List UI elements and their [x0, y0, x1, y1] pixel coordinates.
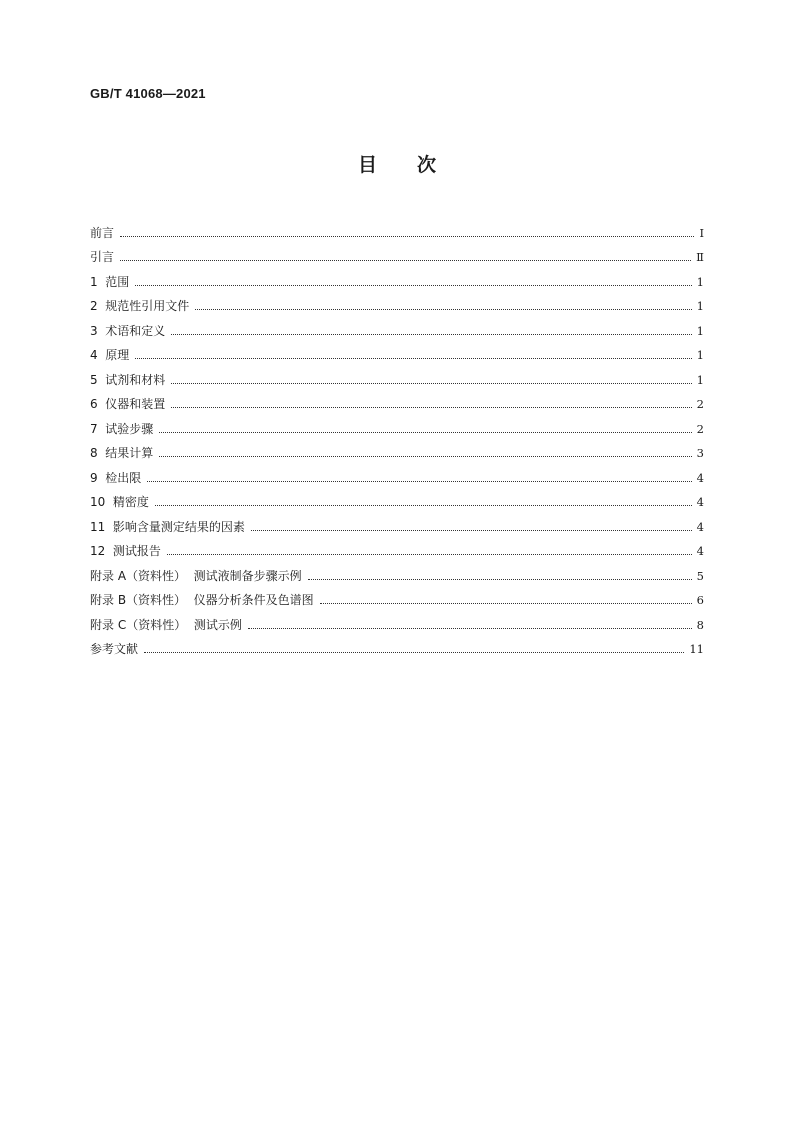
toc-entry-page: 4: [696, 495, 704, 509]
toc-entry[interactable]: [90, 412, 704, 437]
toc-entry-label: 11 影响含量测定结果的因素: [90, 519, 245, 534]
toc-entry[interactable]: [90, 388, 704, 413]
toc-entry-label: 前言: [90, 225, 115, 240]
toc-entry-label: 6 仪器和装置: [90, 397, 166, 411]
toc-leader-dots: [159, 456, 691, 457]
toc-entry-label: 1 范围: [90, 274, 130, 289]
toc-entry[interactable]: [90, 461, 704, 486]
toc-leader-dots: [320, 603, 692, 604]
toc-leader-dots: [155, 505, 692, 506]
toc-entry-label: 附录 C（资料性） 测试示例: [90, 617, 242, 632]
toc-entry-label: 12 测试报告: [90, 544, 161, 558]
toc-entry-label: 10 精密度: [90, 495, 149, 509]
toc-entry[interactable]: [90, 633, 704, 658]
toc-leader-dots: [120, 236, 694, 237]
toc-leader-dots: [171, 407, 691, 408]
toc-entry[interactable]: [90, 608, 704, 633]
toc-entry-page: 4: [696, 519, 704, 534]
toc-entry-label: 4 原理: [90, 348, 130, 362]
toc-entry-label: 8 结果计算: [90, 446, 154, 460]
toc-entry[interactable]: [90, 584, 704, 609]
toc-leader-dots: [147, 481, 691, 482]
table-of-contents: [90, 216, 704, 657]
toc-leader-dots: [167, 554, 692, 555]
toc-leader-dots: [135, 358, 691, 359]
toc-entry-label: 附录 A（资料性） 测试液制备步骤示例: [90, 568, 302, 583]
toc-leader-dots: [171, 383, 691, 384]
toc-entry[interactable]: [90, 486, 704, 511]
toc-entry[interactable]: [90, 437, 704, 462]
toc-entry-page: Ⅰ: [699, 225, 704, 240]
toc-entry-page: 5: [696, 568, 704, 583]
toc-entry[interactable]: [90, 510, 704, 535]
toc-leader-dots: [159, 432, 691, 433]
toc-leader-dots: [171, 334, 691, 335]
toc-entry-label: 参考文献: [90, 642, 139, 656]
toc-entry[interactable]: [90, 216, 704, 241]
toc-entry[interactable]: [90, 559, 704, 584]
toc-entry-label: 附录 B（资料性） 仪器分析条件及色谱图: [90, 593, 314, 607]
toc-leader-dots: [248, 628, 692, 629]
toc-entry-page: 1: [696, 299, 704, 313]
toc-entry-page: 1: [696, 348, 704, 362]
toc-entry-page: 4: [696, 470, 704, 485]
toc-entry[interactable]: [90, 339, 704, 364]
toc-entry-label: 3 术语和定义: [90, 323, 166, 338]
toc-entry-page: 8: [696, 617, 704, 632]
standard-number: GB/T 41068—2021: [90, 86, 206, 101]
toc-leader-dots: [144, 652, 684, 653]
toc-entry[interactable]: [90, 314, 704, 339]
toc-leader-dots: [251, 530, 692, 531]
toc-entry-page: 2: [696, 421, 704, 436]
toc-entry[interactable]: [90, 290, 704, 315]
toc-entry-page: 4: [696, 544, 704, 558]
page-title: 目次: [357, 154, 476, 176]
toc-entry-label: 7 试验步骤: [90, 421, 154, 436]
toc-entry-page: 1: [696, 274, 704, 289]
toc-leader-dots: [120, 260, 691, 261]
toc-entry-label: 2 规范性引用文件: [90, 299, 190, 313]
toc-entry-label: 9 检出限: [90, 470, 142, 485]
toc-entry-page: 1: [696, 323, 704, 338]
toc-leader-dots: [308, 579, 692, 580]
toc-leader-dots: [195, 309, 691, 310]
toc-entry-label: 引言: [90, 250, 115, 264]
toc-entry[interactable]: [90, 363, 704, 388]
toc-entry-page: 3: [696, 446, 704, 460]
toc-entry-page: 1: [696, 372, 704, 387]
toc-entry-page: 11: [689, 642, 704, 656]
toc-entry[interactable]: [90, 265, 704, 290]
toc-entry-page: 2: [696, 397, 704, 411]
toc-entry[interactable]: [90, 535, 704, 560]
toc-entry[interactable]: [90, 241, 704, 266]
toc-leader-dots: [135, 285, 691, 286]
toc-entry-label: 5 试剂和材料: [90, 372, 166, 387]
toc-entry-page: 6: [696, 593, 704, 607]
toc-entry-page: Ⅱ: [696, 250, 704, 264]
